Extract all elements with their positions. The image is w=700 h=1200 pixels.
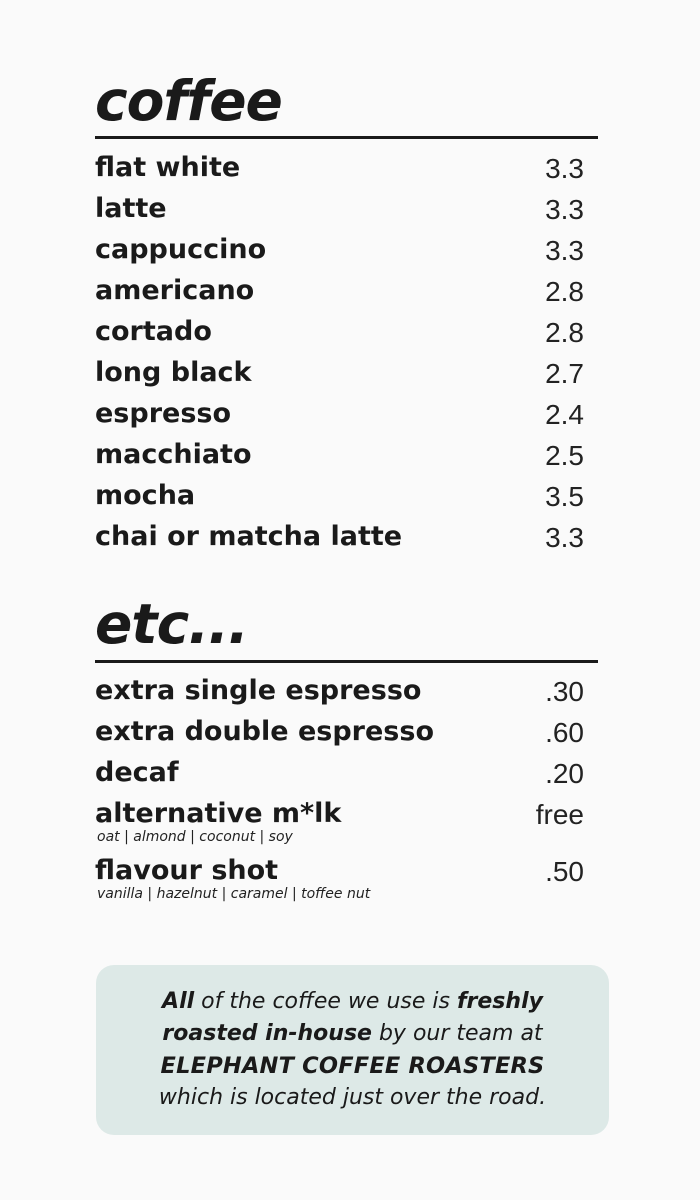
item-name: cortado [95,316,212,347]
item-price: 2.8 [545,317,584,348]
info-line-2 [96,1018,609,1050]
menu-item [95,437,598,478]
menu-item [95,673,598,714]
item-price: free [535,799,584,830]
item-name: alternative m*lk [95,798,342,829]
item-name: macchiato [95,439,252,470]
info-emphasis-all: All [162,989,195,1014]
coffee-divider [95,136,598,139]
item-price: 3.3 [545,153,584,184]
item-name: espresso [95,398,232,429]
item-name: flavour shot [95,855,279,886]
info-text-2: by our team at [371,1021,543,1046]
menu-item [95,796,598,853]
item-name: mocha [95,480,196,511]
etc-divider [95,660,598,663]
item-name: latte [95,193,167,224]
menu-item [95,519,598,560]
item-price: .60 [545,717,584,748]
menu-item [95,755,598,796]
item-price: 3.3 [545,522,584,553]
item-name: decaf [95,757,179,788]
item-price: 3.3 [545,235,584,266]
menu-item [95,396,598,437]
item-options: vanilla | hazelnut | caramel | toffee nut [97,886,371,902]
menu-item [95,714,598,755]
item-options: oat | almond | coconut | soy [97,829,293,845]
info-emphasis-freshly: freshly [456,989,543,1014]
item-name: extra double espresso [95,716,434,747]
info-line-4: which is located just over the road. [158,1085,547,1110]
item-name: extra single espresso [95,675,422,706]
item-price: .20 [545,758,584,789]
menu-item [95,355,598,396]
item-price: .30 [545,676,584,707]
menu-item [95,150,598,191]
item-price: .50 [545,856,584,887]
menu-item [95,478,598,519]
item-price: 2.8 [545,276,584,307]
coffee-list [95,150,598,560]
item-price: 2.5 [545,440,584,471]
item-price: 2.4 [545,399,584,430]
item-price: 3.5 [545,481,584,512]
roaster-info-box [96,965,609,1135]
info-emphasis-roasted: roasted in-house [162,1021,372,1046]
item-price: 3.3 [545,194,584,225]
etc-list [95,673,598,910]
item-name: long black [95,357,252,388]
menu-item [95,853,598,910]
item-name: cappuccino [95,234,267,265]
menu-item [95,273,598,314]
coffee-section-title: coffee [95,69,282,133]
item-name: americano [95,275,255,306]
etc-section-title: etc... [95,592,248,656]
item-price: 2.7 [545,358,584,389]
roaster-name: ELEPHANT COFFEE ROASTERS [160,1053,545,1079]
menu-item [95,232,598,273]
menu-item [95,314,598,355]
info-line-1 [96,986,609,1018]
menu-item [95,191,598,232]
item-name: flat white [95,152,241,183]
info-text-1: of the coffee we use is [194,989,457,1014]
item-name: chai or matcha latte [95,521,403,552]
